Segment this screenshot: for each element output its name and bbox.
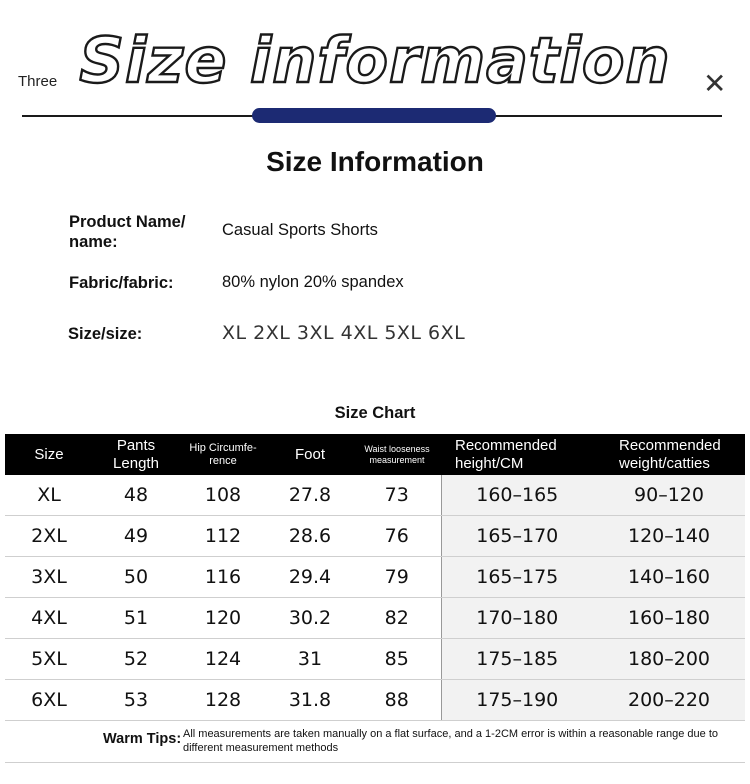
cell-hip: 116: [179, 557, 267, 598]
cell-hip: 108: [179, 475, 267, 516]
tips-text: All measurements are taken manually on a flat surface, and a 1-2CM error is within a reasonable range due to different measurement methods: [183, 728, 719, 754]
cell-size: 2XL: [5, 516, 93, 557]
fabric-value: 80% nylon 20% spandex: [222, 273, 404, 291]
cell-foot: 31: [267, 639, 353, 680]
cell-pants-length: 52: [93, 639, 179, 680]
tips-label: Warm Tips:: [103, 731, 182, 747]
banner-title: Size information: [79, 24, 671, 97]
cell-hip: 112: [179, 516, 267, 557]
cell-weight: 120–140: [593, 516, 745, 557]
col-header-height: Recommended height/CM: [441, 434, 593, 475]
cell-waist: 79: [353, 557, 441, 598]
cell-weight: 200–220: [593, 680, 745, 721]
cell-hip: 120: [179, 598, 267, 639]
col-header-weight: Recommended weight/catties: [593, 434, 745, 475]
cell-foot: 28.6: [267, 516, 353, 557]
cell-waist: 88: [353, 680, 441, 721]
bottom-divider: [5, 762, 745, 763]
section-title: Size Information: [266, 146, 484, 177]
cell-waist: 73: [353, 475, 441, 516]
cell-hip: 128: [179, 680, 267, 721]
cell-height: 165–175: [441, 557, 593, 598]
product-name-value: Casual Sports Shorts: [222, 221, 378, 239]
cell-size: 3XL: [5, 557, 93, 598]
cell-pants-length: 48: [93, 475, 179, 516]
cell-foot: 31.8: [267, 680, 353, 721]
cell-weight: 90–120: [593, 475, 745, 516]
col-header-size: Size: [5, 434, 93, 475]
col-header-hip: Hip Circumfe-rence: [179, 434, 267, 475]
cell-height: 175–185: [441, 639, 593, 680]
table-row: [5, 557, 745, 598]
corner-label: Three: [18, 73, 58, 90]
cell-weight: 140–160: [593, 557, 745, 598]
cell-size: XL: [5, 475, 93, 516]
col-header-foot: Foot: [267, 434, 353, 475]
cell-weight: 160–180: [593, 598, 745, 639]
header-accent-bar: [252, 108, 496, 123]
table-row: [5, 639, 745, 680]
chart-title: Size Chart: [334, 404, 416, 422]
fabric-label: Fabric/fabric:: [69, 274, 174, 292]
cell-pants-length: 49: [93, 516, 179, 557]
cell-waist: 85: [353, 639, 441, 680]
cell-pants-length: 50: [93, 557, 179, 598]
cell-height: 165–170: [441, 516, 593, 557]
cell-size: 4XL: [5, 598, 93, 639]
col-header-waist: Waist looseness measurement: [353, 434, 441, 475]
cell-size: 5XL: [5, 639, 93, 680]
cell-waist: 82: [353, 598, 441, 639]
cell-pants-length: 51: [93, 598, 179, 639]
cell-hip: 124: [179, 639, 267, 680]
table-row: [5, 598, 745, 639]
cell-height: 170–180: [441, 598, 593, 639]
product-name-label: Product Name/ name:: [69, 213, 186, 251]
cell-size: 6XL: [5, 680, 93, 721]
close-icon[interactable]: ✕: [703, 67, 727, 100]
table-row: [5, 475, 745, 516]
cell-foot: 27.8: [267, 475, 353, 516]
table-row: [5, 680, 745, 721]
table-header-row: [5, 434, 745, 475]
cell-weight: 180–200: [593, 639, 745, 680]
cell-waist: 76: [353, 516, 441, 557]
size-value: XL 2XL 3XL 4XL 5XL 6XL: [222, 322, 466, 344]
cell-height: 160–165: [441, 475, 593, 516]
cell-pants-length: 53: [93, 680, 179, 721]
size-label: Size/size:: [68, 325, 143, 343]
table-row: [5, 516, 745, 557]
cell-height: 175–190: [441, 680, 593, 721]
cell-foot: 30.2: [267, 598, 353, 639]
cell-foot: 29.4: [267, 557, 353, 598]
col-header-pants-length: Pants Length: [93, 434, 179, 475]
size-chart-table: [5, 434, 745, 721]
